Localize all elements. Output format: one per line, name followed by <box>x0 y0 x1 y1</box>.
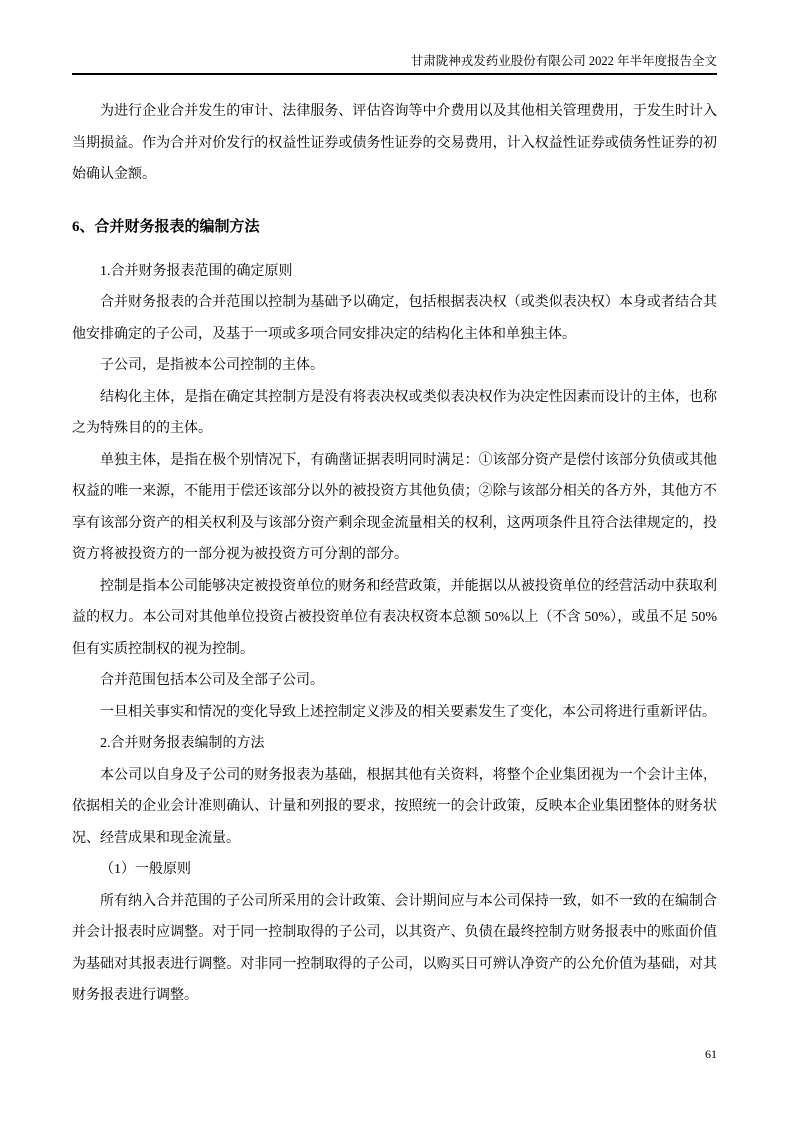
paragraph-reassessment: 一旦相关事实和情况的变化导致上述控制定义涉及的相关要素发生了变化，本公司将进行重新评估。 <box>100 704 716 720</box>
subheading-preparation-method: 2.合并财务报表编制的方法 <box>100 736 265 751</box>
paragraph-control-definition: 控制是指本公司能够决定被投资单位的财务和经营政策，并能据以从被投资单位的经营活动中获取利益的权力。本公司对其他单位投资占被投资单位有表决权资本总额 50%以上（不含 50%），或虽不足 50%但有实质控制权的视为控制。 <box>72 578 717 657</box>
section-heading-consolidation-method: 6、合并财务报表的编制方法 <box>72 218 260 235</box>
page-footer <box>705 1047 717 1062</box>
report-header-title: 甘肃陇神戎发药业股份有限公司 2022 年半年度报告全文 <box>410 54 717 68</box>
paragraph-consolidation-scope: 合并范围包括本公司及全部子公司。 <box>100 673 324 688</box>
paragraph-policy-alignment: 所有纳入合并范围的子公司所采用的会计政策、会计期间应与本公司保持一致，如不一致的在编制合并会计报表时应调整。对于同一控制取得的子公司，以其资产、负债在最终控制方财务报表中的账面价值为基础对其报表进行调整。对非同一控制取得的子公司，以购买日可辨认净资产的公允价值为基础，对其财务报表进行调整。 <box>72 893 717 1003</box>
page-number: 61 <box>705 1047 717 1061</box>
paragraph-structured-entity: 结构化主体，是指在确定其控制方是没有将表决权或类似表决权作为决定性因素而设计的主体，也称之为特殊目的的主体。 <box>72 389 717 436</box>
paragraph-scope-basis: 合并财务报表的合并范围以控制为基础予以确定，包括根据表决权（或类似表决权）本身或者结合其他安排确定的子公司，及基于一项或多项合同安排决定的结构化主体和单独主体。 <box>72 295 717 342</box>
subheading-scope-determination: 1.合并财务报表范围的确定原则 <box>100 263 293 279</box>
page-header <box>72 0 717 75</box>
paragraph-subsidiary-definition: 子公司，是指被本公司控制的主体。 <box>100 358 324 373</box>
paragraph-group-accounting-entity: 本公司以自身及子公司的财务报表为基础，根据其他有关资料，将整个企业集团视为一个会计主体，依据相关的企业会计准则确认、计量和列报的要求，按照统一的会计政策，反映本企业集团整体的财务状况、经营成果和现金流量。 <box>72 767 717 846</box>
subheading-general-principles: （1）一般原则 <box>100 862 191 877</box>
document-body <box>72 96 717 1012</box>
paragraph-merger-fees: 为进行企业合并发生的审计、法律服务、评估咨询等中介费用以及其他相关管理费用，于发生时计入当期损益。作为合并对价发行的权益性证券或债务性证券的交易费用，计入权益性证券或债务性证券的初始确认金额。 <box>72 104 717 182</box>
paragraph-separate-entity: 单独主体，是指在极个别情况下，有确凿证据表明同时满足：①该部分资产是偿付该部分负债或其他权益的唯一来源，不能用于偿还该部分以外的被投资方其他负债；②除与该部分相关的各方外，其他方不享有该部分资产的相关权利及与该部分资产剩余现金流量相关的权利，这两项条件且符合法律规定的，投资方将被投资方的一部分视为被投资方可分割的部分。 <box>72 452 717 562</box>
